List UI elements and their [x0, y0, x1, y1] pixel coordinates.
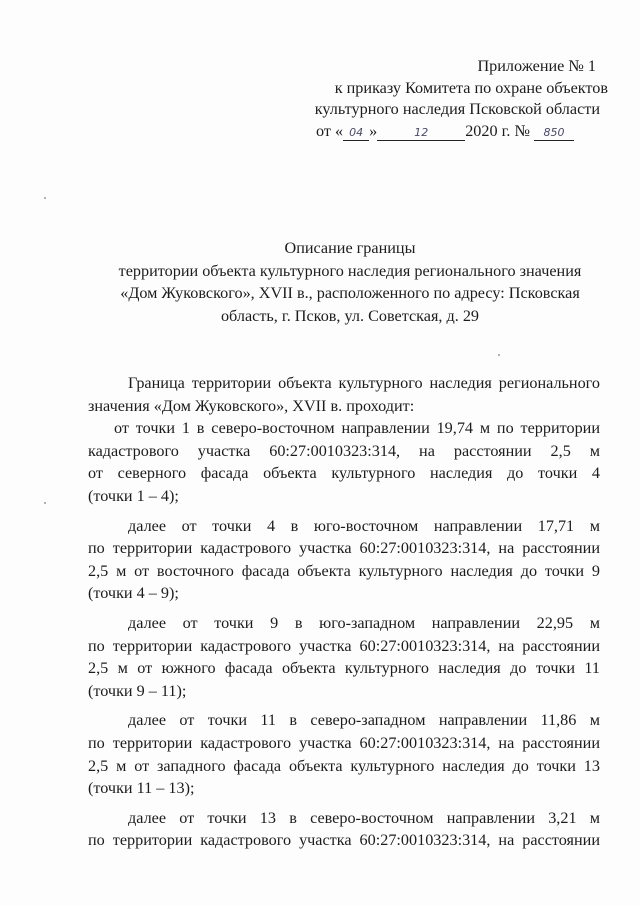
title-line-2: территории объекта культурного наследия регионального значения: [118, 261, 582, 280]
text-line: 2,5 м от восточного фасада объекта культурного наследия до точки 9: [88, 561, 600, 580]
appendix-date-line: [300, 121, 610, 143]
appendix-committee-line: культурного наследия Псковской области: [314, 100, 600, 118]
text-line: от точки 1 в северо-восточном направлении 19,74 м по территории: [114, 419, 600, 438]
text-line: 2,5 м от западного фасада объекта культурного наследия до точки 13: [88, 756, 600, 775]
text-line: по территории кадастрового участка 60:27:0010323:314, на расстоянии: [88, 539, 600, 558]
text-line: значения «Дом Жуковского», XVII в. проходит:: [88, 396, 415, 415]
paragraph-intro: [88, 372, 600, 417]
text-line: по территории кадастрового участка 60:27:0010323:314, на расстоянии: [88, 831, 600, 850]
text-line: (точки 9 – 11);: [88, 681, 187, 700]
title-line-4: область, г. Псков, ул. Советская, д. 29: [220, 306, 480, 325]
document-title: [90, 237, 610, 327]
text-line: от северного фасада объекта культурного наследия до точки 4: [88, 464, 600, 483]
text-line: Граница территории объекта культурного наследия регионального: [128, 374, 600, 392]
paragraph-point-13: [88, 807, 600, 852]
scan-speck: [44, 502, 46, 504]
text-line: 2,5 м от южного фасада объекта культурного наследия до точки 11: [88, 659, 600, 678]
date-mid: »: [369, 121, 378, 140]
title-line-3: «Дом Жуковского», XVII в., расположенного по адресу: Псковская: [120, 284, 580, 302]
text-line: (точки 1 – 4);: [88, 486, 179, 505]
appendix-header: [300, 56, 610, 142]
text-line: далее от точки 9 в юго-западном направлении 22,95 м: [128, 613, 600, 632]
text-line: кадастрового участка 60:27:0010323:314, на расстоянии 2,5 м: [88, 441, 600, 460]
order-number-handwritten: 850: [534, 126, 574, 141]
scan-speck: [498, 354, 500, 356]
text-line: (точки 4 – 9);: [88, 584, 179, 603]
date-day-handwritten: 04: [343, 126, 369, 141]
paragraph-point-4-9: [88, 515, 600, 605]
date-year: 2020 г. №: [465, 121, 530, 140]
date-prefix: от «: [316, 121, 344, 140]
appendix-title: Приложение № 1: [477, 57, 596, 75]
document-body: [88, 372, 600, 852]
date-month-handwritten: 12: [377, 126, 465, 141]
text-line: по территории кадастрового участка 60:27:0010323:314, на расстоянии: [88, 733, 600, 752]
paragraph-point-1-4: [88, 417, 600, 507]
paragraph-point-11-13: [88, 709, 600, 799]
text-line: по территории кадастрового участка 60:27:0010323:314, на расстоянии: [88, 636, 600, 655]
text-line: далее от точки 4 в юго-восточном направлении 17,71 м: [128, 516, 600, 535]
text-line: далее от точки 11 в северо-западном направлении 11,86 м: [128, 711, 600, 730]
paragraph-point-9-11: [88, 612, 600, 702]
scan-speck: [44, 197, 46, 199]
text-line: далее от точки 13 в северо-восточном направлении 3,21 м: [128, 808, 600, 827]
appendix-order-line: к приказу Комитета по охране объектов: [334, 78, 608, 97]
text-line: (точки 11 – 13);: [88, 779, 195, 798]
title-line-1: Описание границы: [284, 239, 416, 257]
